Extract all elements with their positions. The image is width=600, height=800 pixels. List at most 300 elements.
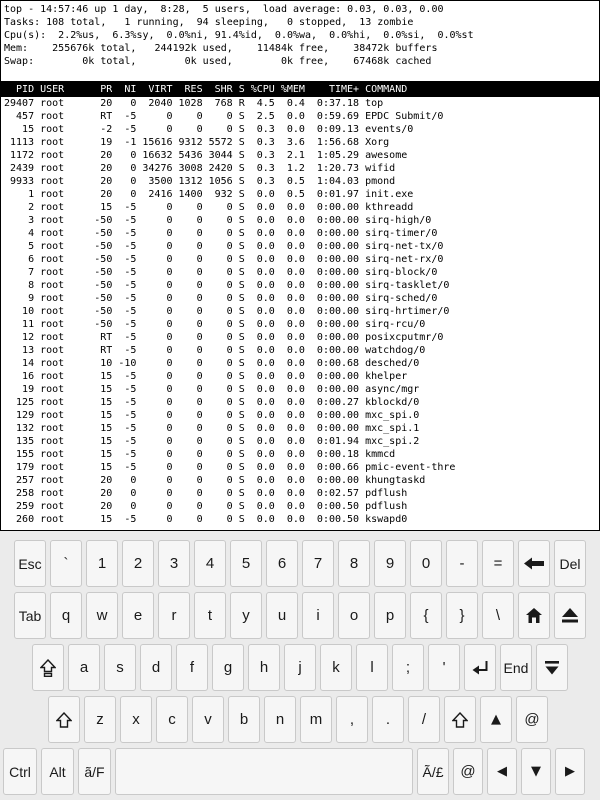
table-cell: 9312 — [178, 137, 203, 148]
table-cell: 1312 — [178, 176, 203, 187]
table-cell: 257 — [16, 475, 35, 486]
table-cell: 0 — [196, 319, 203, 330]
table-cell: 0.0 — [286, 358, 305, 369]
key-down-arrow[interactable] — [521, 748, 551, 795]
key-3[interactable]: 3 — [158, 540, 190, 587]
table-row — [1, 227, 599, 240]
key-shift-right[interactable] — [444, 696, 476, 743]
key-backspace[interactable] — [518, 540, 550, 587]
table-cell: -5 — [124, 228, 137, 239]
table-cell: 0 — [196, 293, 203, 304]
down-arrow-icon: ▼ — [531, 764, 541, 779]
table-cell: 0.0 — [256, 488, 275, 499]
key-enter[interactable] — [464, 644, 496, 691]
table-cell: 0.0 — [256, 202, 275, 213]
table-cell: S — [238, 241, 245, 252]
keyboard-row — [14, 592, 600, 639]
table-cell: root — [40, 488, 65, 499]
table-row — [1, 188, 599, 201]
table-cell: 0 — [226, 306, 233, 317]
key-ctrl[interactable]: Ctrl — [3, 748, 37, 795]
table-cell: 0 — [196, 371, 203, 382]
table-cell: 0 — [130, 501, 137, 512]
table-cell: 0 — [196, 241, 203, 252]
table-cell: S — [238, 215, 245, 226]
key-0[interactable]: 0 — [410, 540, 442, 587]
key-2[interactable]: 2 — [122, 540, 154, 587]
table-cell: mxc_spi.0 — [365, 410, 420, 421]
key-end[interactable]: End — [500, 644, 532, 691]
table-cell: 0:00.68 — [316, 358, 360, 369]
table-cell: -50 — [94, 306, 113, 317]
table-cell: S — [238, 176, 245, 187]
table-cell: 260 — [16, 514, 35, 525]
table-row — [1, 253, 599, 266]
key-k[interactable]: k — [320, 644, 352, 691]
table-cell: 20 — [100, 163, 113, 174]
table-cell: -5 — [124, 241, 137, 252]
table-cell: 0 — [130, 189, 137, 200]
table-cell: 0 — [226, 462, 233, 473]
table-cell: 0 — [196, 462, 203, 473]
table-cell: root — [40, 280, 65, 291]
table-cell: 0.0 — [286, 501, 305, 512]
table-cell: sirq-rcu/0 — [365, 319, 426, 330]
table-cell: 0.0 — [286, 280, 305, 291]
table-cell: 0 — [196, 436, 203, 447]
key-5[interactable]: 5 — [230, 540, 262, 587]
table-cell: -5 — [124, 293, 137, 304]
table-row — [1, 487, 599, 500]
table-cell: 0.0 — [286, 371, 305, 382]
key-left-arrow[interactable] — [487, 748, 517, 795]
table-cell: 2439 — [10, 163, 35, 174]
table-cell: 0.0 — [256, 332, 275, 343]
table-cell: 0 — [166, 462, 173, 473]
key-semicolon[interactable]: ; — [392, 644, 424, 691]
key-8[interactable]: 8 — [338, 540, 370, 587]
table-cell: 20 — [100, 189, 113, 200]
column-header: COMMAND — [365, 83, 408, 95]
table-cell: 0.5 — [286, 189, 305, 200]
summary-line: Tasks: 108 total, 1 running, 94 sleeping, 0 stopped, 13 zombie — [4, 17, 414, 28]
table-row — [1, 240, 599, 253]
key-z[interactable]: z — [84, 696, 116, 743]
column-header: VIRT — [148, 83, 173, 95]
table-cell: root — [40, 150, 65, 161]
key-1[interactable]: 1 — [86, 540, 118, 587]
key-t[interactable]: t — [194, 592, 226, 639]
table-row — [1, 448, 599, 461]
key-r[interactable]: r — [158, 592, 190, 639]
table-cell: 15 — [100, 397, 113, 408]
key-o[interactable]: o — [338, 592, 370, 639]
table-cell: 15 — [100, 410, 113, 421]
table-cell: 3044 — [208, 150, 233, 161]
key-6[interactable]: 6 — [266, 540, 298, 587]
table-cell: 5 — [28, 241, 35, 252]
table-cell: 1028 — [178, 98, 203, 109]
table-cell: 0 — [226, 423, 233, 434]
table-cell: root — [40, 319, 65, 330]
caps-lock-icon — [40, 659, 56, 677]
table-cell: S — [238, 449, 245, 460]
table-cell: 0 — [166, 397, 173, 408]
table-cell: 0:00.00 — [316, 215, 360, 226]
key-comma[interactable]: , — [336, 696, 368, 743]
table-cell: awesome — [365, 150, 408, 161]
table-cell: 0.0 — [256, 514, 275, 525]
key-a-tilde-f[interactable]: ã/F — [78, 748, 111, 795]
table-cell: root — [40, 462, 65, 473]
key-y[interactable]: y — [230, 592, 262, 639]
table-cell: 0 — [196, 332, 203, 343]
key-x[interactable]: x — [120, 696, 152, 743]
key-7[interactable]: 7 — [302, 540, 334, 587]
table-cell: 0.0 — [256, 423, 275, 434]
key-at[interactable]: @ — [516, 696, 548, 743]
table-cell: sirq-tasklet/0 — [365, 280, 450, 291]
key-down-to-bar[interactable] — [536, 644, 568, 691]
table-cell: root — [40, 306, 65, 317]
key-esc[interactable]: Esc — [14, 540, 46, 587]
table-cell: 0 — [226, 293, 233, 304]
column-header: S — [238, 83, 245, 95]
table-cell: 0 — [226, 501, 233, 512]
table-cell: root — [40, 501, 65, 512]
table-cell: 0 — [226, 514, 233, 525]
table-cell: 0.0 — [286, 410, 305, 421]
table-cell: -50 — [94, 319, 113, 330]
key-v[interactable]: v — [192, 696, 224, 743]
table-row — [1, 409, 599, 422]
table-cell: -5 — [124, 215, 137, 226]
table-cell: root — [40, 215, 65, 226]
table-cell: 1:56.68 — [316, 137, 360, 148]
table-cell: 0:37.18 — [316, 98, 360, 109]
table-cell: 0.0 — [286, 449, 305, 460]
table-cell: pdflush — [365, 501, 408, 512]
table-cell: -5 — [124, 306, 137, 317]
table-cell: root — [40, 332, 65, 343]
table-cell: S — [238, 488, 245, 499]
key-space[interactable] — [115, 748, 413, 795]
table-cell: 0 — [166, 488, 173, 499]
table-cell: S — [238, 163, 245, 174]
table-cell: S — [238, 150, 245, 161]
key-a-tilde-pound[interactable]: Ã/£ — [417, 748, 449, 795]
key-i[interactable]: i — [302, 592, 334, 639]
table-cell: 0 — [226, 215, 233, 226]
table-cell: 132 — [16, 423, 35, 434]
table-cell: 0 — [196, 124, 203, 135]
table-cell: wifid — [365, 163, 396, 174]
table-cell: S — [238, 345, 245, 356]
table-cell: 5436 — [178, 150, 203, 161]
table-cell: 0:00.00 — [316, 475, 360, 486]
table-cell: -5 — [124, 319, 137, 330]
key-shift-left[interactable] — [48, 696, 80, 743]
table-cell: 0 — [226, 358, 233, 369]
table-cell: 0 — [196, 475, 203, 486]
key-apostrophe[interactable]: ' — [428, 644, 460, 691]
table-cell: 0.0 — [286, 488, 305, 499]
table-cell: 1:20.73 — [316, 163, 360, 174]
table-cell: 0.0 — [256, 436, 275, 447]
key-p[interactable]: p — [374, 592, 406, 639]
table-row — [1, 513, 599, 526]
key-at-2[interactable]: @ — [453, 748, 483, 795]
table-cell: 0.0 — [256, 371, 275, 382]
table-cell: 1056 — [208, 176, 233, 187]
table-cell: 0.0 — [256, 319, 275, 330]
key-s[interactable]: s — [104, 644, 136, 691]
table-cell: 0 — [166, 384, 173, 395]
table-cell: S — [238, 111, 245, 122]
key-right-arrow[interactable] — [555, 748, 585, 795]
table-cell: 0 — [226, 436, 233, 447]
table-cell: S — [238, 501, 245, 512]
table-cell: -5 — [124, 254, 137, 265]
table-cell: -5 — [124, 371, 137, 382]
key-h[interactable]: h — [248, 644, 280, 691]
key-minus[interactable]: - — [446, 540, 478, 587]
table-cell: 258 — [16, 488, 35, 499]
table-row — [1, 383, 599, 396]
key-b[interactable]: b — [228, 696, 260, 743]
key-brace-left[interactable]: { — [410, 592, 442, 639]
table-cell: -1 — [124, 137, 137, 148]
table-row — [1, 292, 599, 305]
table-cell: -5 — [124, 332, 137, 343]
table-cell: 20 — [100, 475, 113, 486]
table-cell: root — [40, 449, 65, 460]
table-cell: top — [365, 98, 384, 109]
table-cell: 0 — [226, 202, 233, 213]
table-cell: S — [238, 319, 245, 330]
table-row — [1, 370, 599, 383]
key-up-arrow[interactable] — [480, 696, 512, 743]
table-cell: 0:00.00 — [316, 345, 360, 356]
table-cell: 1 — [28, 189, 35, 200]
column-header: %CPU — [250, 83, 275, 95]
right-arrow-icon: ▶ — [565, 764, 575, 779]
table-cell: 12 — [22, 332, 35, 343]
table-cell: 3 — [28, 215, 35, 226]
key-f[interactable]: f — [176, 644, 208, 691]
table-cell: 0 — [196, 254, 203, 265]
key-caps-lock[interactable] — [32, 644, 64, 691]
key-4[interactable]: 4 — [194, 540, 226, 587]
table-cell: 0.0 — [286, 462, 305, 473]
keyboard-row — [32, 644, 600, 691]
table-cell: 3.6 — [286, 137, 305, 148]
table-cell: 0.0 — [256, 501, 275, 512]
table-cell: sirq-net-tx/0 — [365, 241, 444, 252]
table-cell: 0:00.00 — [316, 410, 360, 421]
table-cell: 0.0 — [286, 202, 305, 213]
table-cell: 0.0 — [286, 254, 305, 265]
table-row — [1, 110, 599, 123]
key-period[interactable]: . — [372, 696, 404, 743]
table-cell: root — [40, 254, 65, 265]
key-tab[interactable]: Tab — [14, 592, 46, 639]
table-cell: 0 — [130, 163, 137, 174]
table-cell: 5572 — [208, 137, 233, 148]
table-cell: -5 — [124, 436, 137, 447]
table-cell: 0.0 — [256, 228, 275, 239]
table-cell: -5 — [124, 280, 137, 291]
key-q[interactable]: q — [50, 592, 82, 639]
table-cell: 0 — [166, 410, 173, 421]
left-arrow-icon: ◀ — [497, 764, 507, 779]
table-cell: root — [40, 163, 65, 174]
table-cell: 19 — [100, 137, 113, 148]
key-n[interactable]: n — [264, 696, 296, 743]
key-l[interactable]: l — [356, 644, 388, 691]
table-cell: -50 — [94, 241, 113, 252]
table-cell: 0.0 — [256, 462, 275, 473]
table-cell: S — [238, 228, 245, 239]
table-cell: 0.3 — [256, 124, 275, 135]
table-cell: 0.0 — [256, 345, 275, 356]
table-cell: root — [40, 176, 65, 187]
table-cell: 0 — [196, 111, 203, 122]
key-d[interactable]: d — [140, 644, 172, 691]
table-row — [1, 279, 599, 292]
key-9[interactable]: 9 — [374, 540, 406, 587]
table-cell: 0 — [196, 501, 203, 512]
key-brace-right[interactable]: } — [446, 592, 478, 639]
table-cell: -50 — [94, 215, 113, 226]
table-cell: 0 — [166, 371, 173, 382]
table-cell: 0.4 — [286, 98, 305, 109]
table-cell: 0 — [196, 280, 203, 291]
table-row — [1, 500, 599, 513]
summary-line: Mem: 255676k total, 244192k used, 11484k free, 38472k buffers — [4, 43, 438, 54]
table-cell: 0 — [196, 345, 203, 356]
table-cell: sirq-high/0 — [365, 215, 432, 226]
key-alt[interactable]: Alt — [41, 748, 74, 795]
table-cell: -5 — [124, 202, 137, 213]
key-backslash[interactable]: \ — [482, 592, 514, 639]
table-cell: 0.5 — [286, 176, 305, 187]
table-cell: 1172 — [10, 150, 35, 161]
table-cell: async/mgr — [365, 384, 420, 395]
table-cell: 15 — [100, 449, 113, 460]
table-cell: 0.0 — [256, 384, 275, 395]
table-cell: 20 — [100, 98, 113, 109]
table-cell: -50 — [94, 280, 113, 291]
key-eject[interactable] — [554, 592, 586, 639]
table-cell: 0 — [166, 306, 173, 317]
summary-line: Swap: 0k total, 0k used, 0k free, 67468k cached — [4, 56, 432, 67]
table-cell: 0.0 — [286, 241, 305, 252]
key-u[interactable]: u — [266, 592, 298, 639]
table-cell: R — [238, 98, 245, 109]
key-backtick[interactable]: ` — [50, 540, 82, 587]
table-cell: 0.0 — [256, 189, 275, 200]
keyboard-row — [48, 696, 600, 743]
table-cell: 0 — [166, 228, 173, 239]
key-a[interactable]: a — [68, 644, 100, 691]
table-cell: 14 — [22, 358, 35, 369]
table-cell: 0.0 — [256, 475, 275, 486]
table-cell: desched/0 — [365, 358, 420, 369]
key-slash[interactable]: / — [408, 696, 440, 743]
table-cell: 0.0 — [286, 319, 305, 330]
table-cell: 15 — [22, 124, 35, 135]
table-cell: 15616 — [142, 137, 173, 148]
table-cell: 6 — [28, 254, 35, 265]
key-del[interactable]: Del — [554, 540, 586, 587]
table-cell: 0 — [226, 397, 233, 408]
table-cell: -10 — [118, 358, 137, 369]
table-cell: 16632 — [142, 150, 173, 161]
key-w[interactable]: w — [86, 592, 118, 639]
table-cell: 0.0 — [256, 358, 275, 369]
table-cell: -5 — [124, 384, 137, 395]
table-cell: 20 — [100, 150, 113, 161]
table-cell: 1:05.29 — [316, 150, 360, 161]
table-cell: 15 — [100, 202, 113, 213]
shift-icon — [56, 712, 72, 728]
table-cell: 0.0 — [286, 436, 305, 447]
table-cell: 0 — [166, 111, 173, 122]
table-cell: kswapd0 — [365, 514, 408, 525]
table-cell: 0:00.00 — [316, 371, 360, 382]
table-cell: 0 — [130, 150, 137, 161]
key-g[interactable]: g — [212, 644, 244, 691]
table-cell: 0:00.50 — [316, 514, 360, 525]
table-cell: 0.0 — [286, 332, 305, 343]
table-row — [1, 266, 599, 279]
table-cell: 0:00.66 — [316, 462, 360, 473]
key-m[interactable]: m — [300, 696, 332, 743]
table-cell: 135 — [16, 436, 35, 447]
table-cell: watchdog/0 — [365, 345, 426, 356]
table-cell: -50 — [94, 293, 113, 304]
table-cell: 0 — [196, 514, 203, 525]
table-cell: 29407 — [4, 98, 35, 109]
table-cell: khungtaskd — [365, 475, 426, 486]
key-c[interactable]: c — [156, 696, 188, 743]
key-j[interactable]: j — [284, 644, 316, 691]
table-cell: 0.0 — [286, 514, 305, 525]
key-equals[interactable]: = — [482, 540, 514, 587]
key-e[interactable]: e — [122, 592, 154, 639]
table-cell: 0:01.94 — [316, 436, 360, 447]
table-cell: -5 — [124, 397, 137, 408]
table-cell: 457 — [16, 111, 35, 122]
table-cell: root — [40, 475, 65, 486]
table-cell: S — [238, 254, 245, 265]
table-cell: 16 — [22, 371, 35, 382]
table-cell: root — [40, 371, 65, 382]
table-cell: S — [238, 423, 245, 434]
table-cell: -50 — [94, 254, 113, 265]
key-home[interactable] — [518, 592, 550, 639]
table-cell: S — [238, 358, 245, 369]
table-cell: events/0 — [365, 124, 414, 135]
up-arrow-icon: ▲ — [491, 712, 501, 727]
table-cell: S — [238, 410, 245, 421]
table-cell: S — [238, 124, 245, 135]
table-cell: 0 — [226, 267, 233, 278]
table-cell: 0.0 — [256, 397, 275, 408]
table-cell: 8 — [28, 280, 35, 291]
table-cell: 0 — [196, 488, 203, 499]
